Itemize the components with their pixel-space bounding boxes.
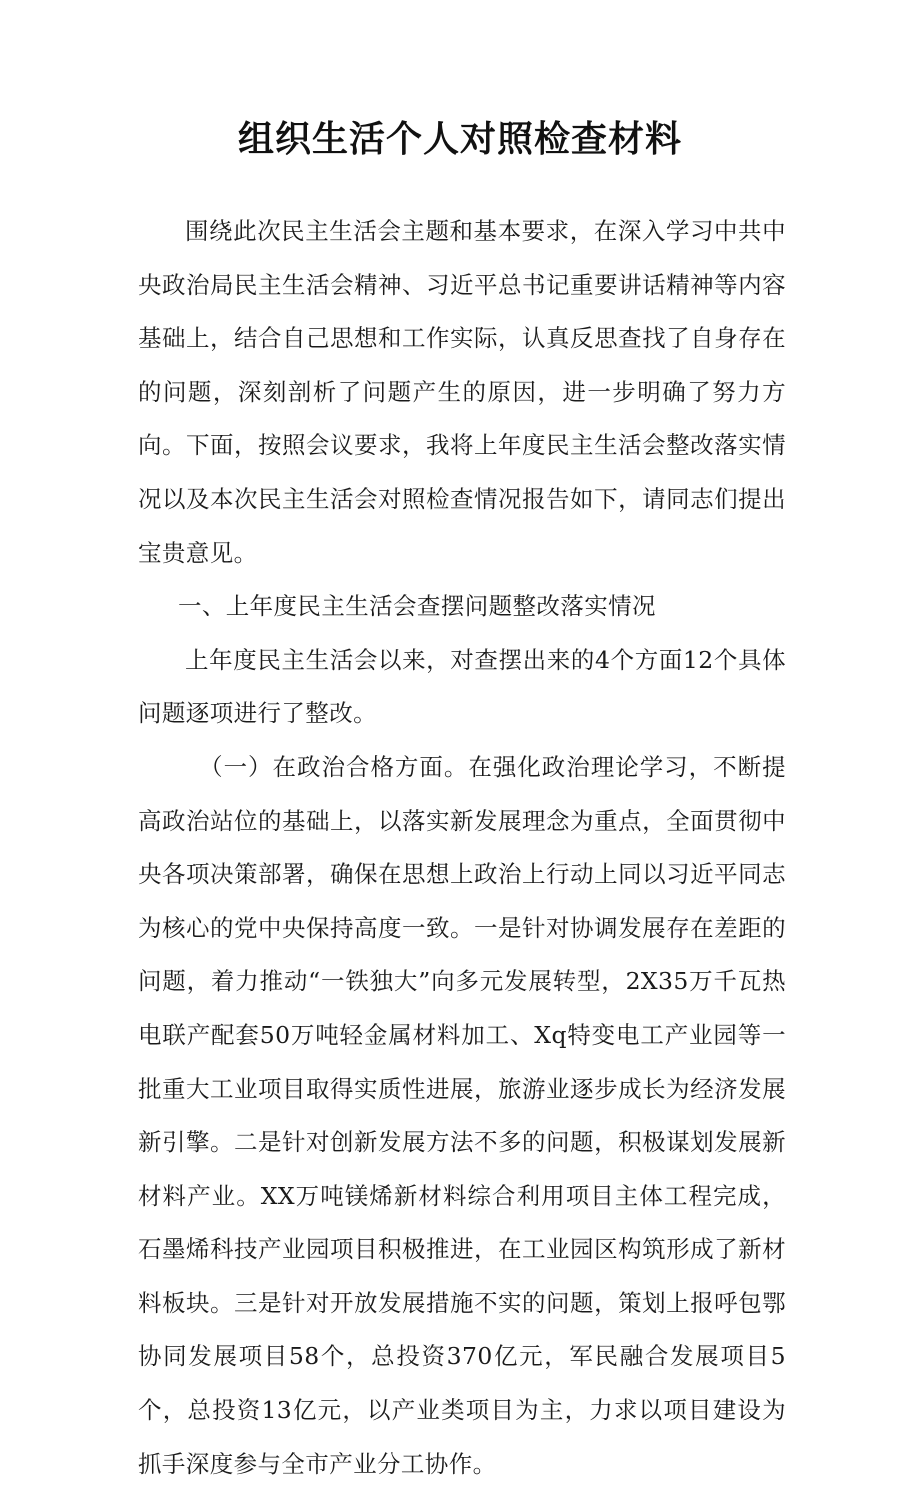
document-title: 组织生活个人对照检查材料 bbox=[237, 119, 682, 160]
document-body bbox=[138, 205, 786, 1491]
intro-paragraph: 围绕此次民主生活会主题和基本要求，在深入学习中共中央政治局民主生活会精神、习近平总书记重要讲话精神等内容基础上，结合自己思想和工作实际，认真反思查找了自身存在的问题，深刻剖析了问题产生的原因，进一步明确了努力方向。下面，按照会议要求，我将上年度民主生活会整改落实情况以及本次民主生活会对照检查情况报告如下，请同志们提出宝贵意见。 bbox=[138, 217, 786, 567]
political-paragraph: （一）在政治合格方面。在强化政治理论学习，不断提高政治站位的基础上，以落实新发展理念为重点，全面贯彻中央各项决策部署，确保在思想上政治上行动上同以习近平同志为核心的党中央保持高度一致。一是针对协调发展存在差距的问题，着力推动“一铁独大”向多元发展转型，2X35万千瓦热电联产配套50万吨轻金属材料加工、Xq特变电工产业园等一批重大工业项目取得实质性进展，旅游业逐步成长为经济发展新引擎。二是针对创新发展方法不多的问题，积极谋划发展新材料产业。XX万吨镁烯新材料综合利用项目主体工程完成，石墨烯科技产业园项目积极推进，在工业园区构筑形成了新材料板块。三是针对开放发展措施不实的问题，策划上报呼包鄂协同发展项目58个，总投资370亿元，军民融合发展项目5个，总投资13亿元，以产业类项目为主，力求以项目建设为抓手深度参与全市产业分工协作。 bbox=[138, 752, 786, 1478]
summary-paragraph: 上年度民主生活会以来，对查摆出来的4个方面12个具体问题逐项进行了整改。 bbox=[138, 645, 786, 728]
section-heading: 一、上年度民主生活会查摆问题整改落实情况 bbox=[177, 592, 656, 621]
